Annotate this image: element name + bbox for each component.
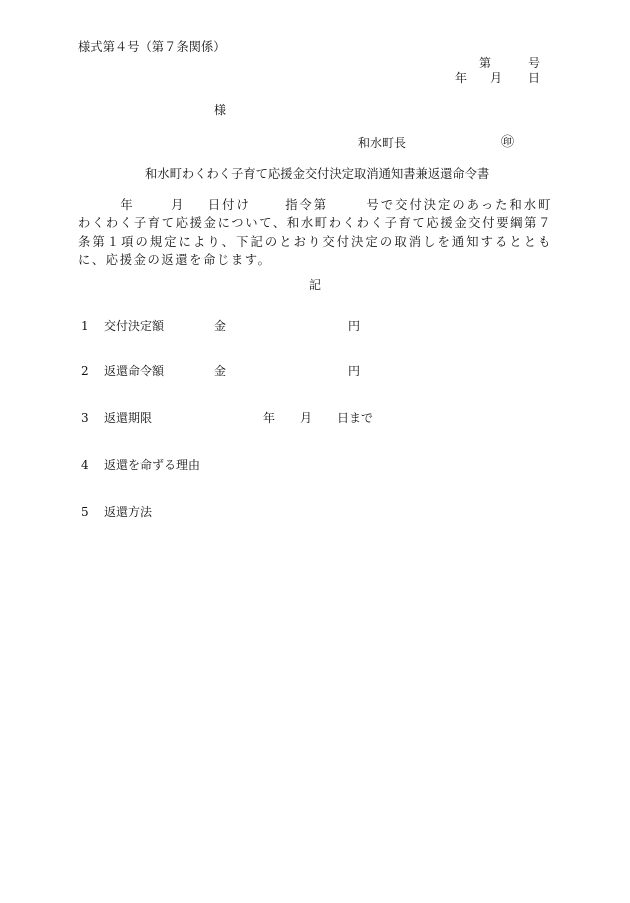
item-4-number: 4 (81, 458, 89, 472)
item-4-label: 返還を命ずる理由 (104, 458, 201, 472)
item-5-number: 5 (81, 505, 89, 519)
item-1-label: 交付決定額 (104, 319, 165, 333)
date-month: 月 (490, 71, 503, 85)
issuer-title: 和水町長 (358, 136, 407, 150)
body-day-dated: 日付け (207, 198, 251, 212)
item-2-kin: 金 (214, 364, 227, 378)
item-2-yen: 円 (348, 364, 361, 378)
record-heading: 記 (309, 278, 322, 292)
item-3-number: 3 (81, 411, 89, 425)
document-title: 和水町わくわく子育て応援金交付決定取消通知書兼返還命令書 (145, 167, 490, 181)
form-number-label: 様式第４号（第７条関係） (78, 40, 226, 54)
item-2-label: 返還命令額 (104, 364, 165, 378)
item-3-label: 返還期限 (104, 411, 153, 425)
body-order-no: 指令第 (284, 198, 329, 212)
item-3-year: 年 (263, 411, 276, 425)
item-3-day-until: 日まで (337, 411, 374, 425)
item-3-month: 月 (300, 411, 313, 425)
body-month: 月 (170, 198, 186, 212)
document-number-dai: 第 (479, 56, 492, 70)
seal-mark: ㊞ (501, 135, 515, 150)
body-paragraph-text: 号で交付決定のあった和水町わくわく子育て応援金について、和水町わくわく子育て応援金交付要綱第７条第１項の規定により、下記のとおり交付決定の取消しを通知するとともに、応援金の返還を命じます。 (78, 198, 552, 268)
date-day: 日 (528, 71, 541, 85)
item-1-kin: 金 (214, 319, 227, 333)
item-1-yen: 円 (348, 319, 361, 333)
date-year: 年 (455, 71, 468, 85)
item-5-label: 返還方法 (104, 505, 153, 519)
body-paragraph (78, 196, 552, 270)
item-1-number: 1 (81, 319, 89, 333)
addressee-sama: 様 (214, 103, 227, 117)
body-year: 年 (120, 198, 135, 212)
document-number-go: 号 (528, 56, 541, 70)
item-2-number: 2 (81, 364, 89, 378)
